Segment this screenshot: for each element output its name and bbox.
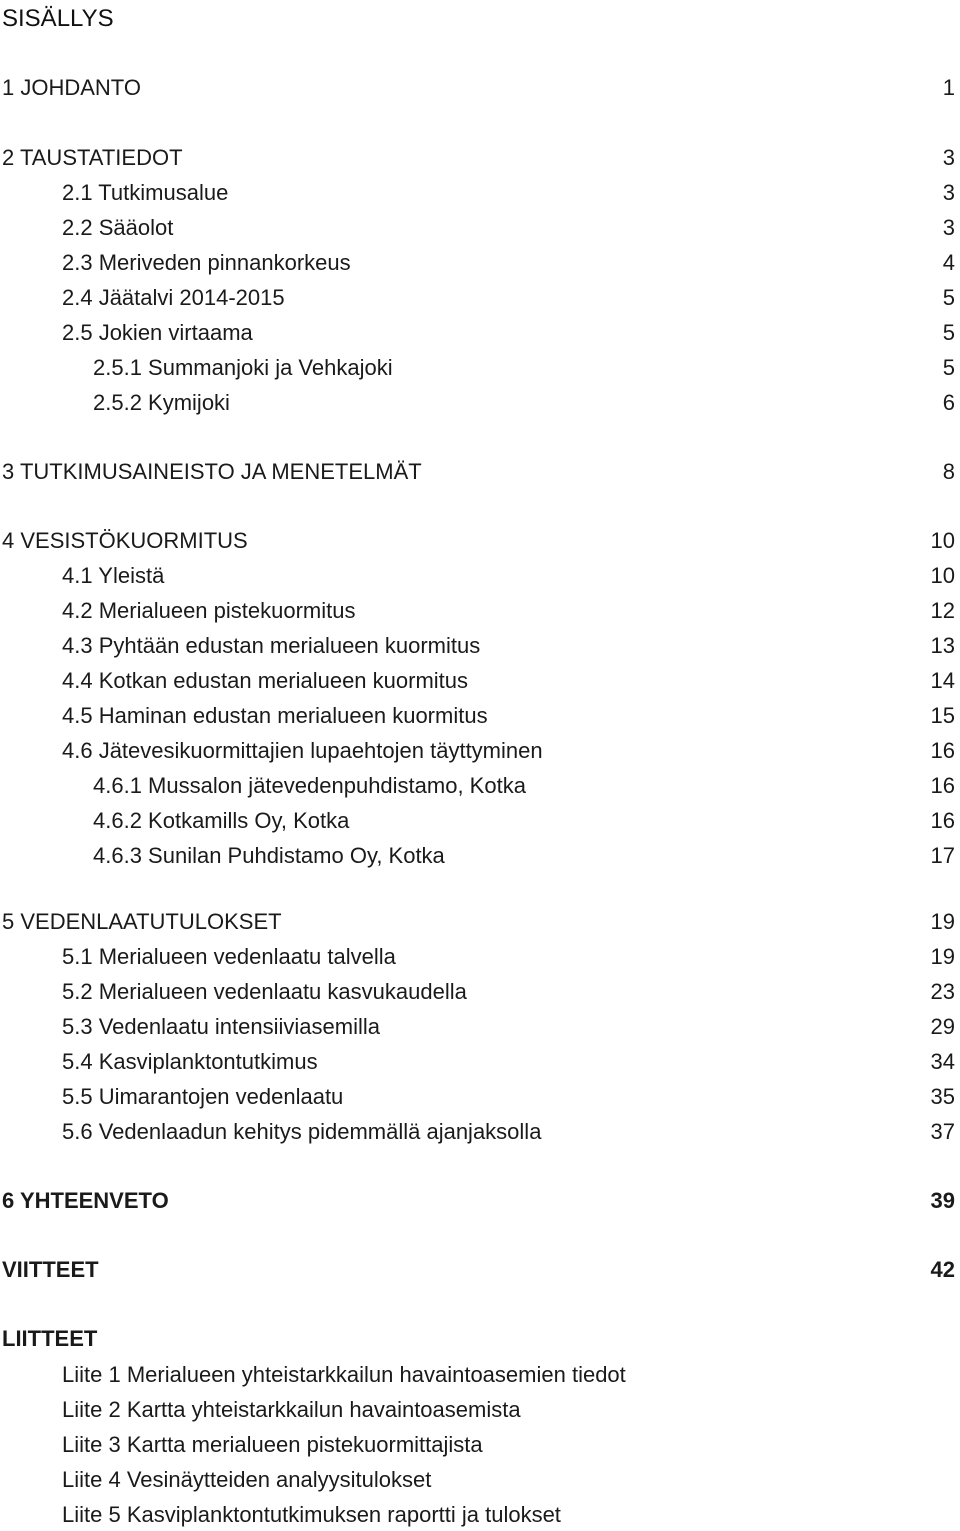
toc-entry-label: 5.4 Kasviplanktontutkimus — [62, 1049, 318, 1074]
toc-entry-label: 5.1 Merialueen vedenlaatu talvella — [62, 944, 396, 969]
toc-entry-page: 10 — [930, 563, 955, 588]
toc-entry-page: 5 — [942, 355, 955, 380]
toc-entry-page: 6 — [942, 390, 955, 415]
toc-entry-label: 4.6.3 Sunilan Puhdistamo Oy, Kotka — [93, 843, 445, 868]
toc-entry[interactable] — [0, 941, 955, 973]
toc-entry-label: LIITTEET — [2, 1326, 98, 1351]
toc-entry[interactable] — [0, 525, 955, 557]
toc-entry-label: VIITTEET — [2, 1257, 99, 1282]
toc-entry[interactable] — [0, 317, 955, 349]
toc-entry-label: 2.5.2 Kymijoki — [93, 390, 230, 415]
toc-entry-label: 5.3 Vedenlaatu intensiiviasemilla — [62, 1014, 380, 1039]
toc-entry-label: 2.5.1 Summanjoki ja Vehkajoki — [93, 355, 393, 380]
toc-entry-label: 6 YHTEENVETO — [2, 1188, 169, 1213]
toc-entry-page: 5 — [942, 285, 955, 310]
toc-entry-label: 4.6.2 Kotkamills Oy, Kotka — [93, 808, 350, 833]
toc-entry[interactable] — [0, 1323, 955, 1355]
toc-entry-page: 8 — [942, 459, 955, 484]
toc-entry-label: 2.2 Sääolot — [62, 215, 174, 240]
toc-entry-label: 5.5 Uimarantojen vedenlaatu — [62, 1084, 344, 1109]
toc-entry-label: Liite 5 Kasviplanktontutkimuksen raportti ja tulokset — [62, 1502, 561, 1527]
toc-entry-label: 2.5 Jokien virtaama — [62, 320, 253, 345]
toc-entry-page: 1 — [942, 75, 955, 100]
toc-entry[interactable] — [0, 1394, 955, 1426]
toc-entry-label: 2.3 Meriveden pinnankorkeus — [62, 250, 351, 275]
toc-entry-label: 4.4 Kotkan edustan merialueen kuormitus — [62, 668, 469, 693]
toc-entry[interactable] — [0, 212, 955, 244]
toc-entry[interactable] — [0, 177, 955, 209]
toc-entry-page: 3 — [942, 215, 955, 240]
toc-entry-label: 4.6 Jätevesikuormittajien lupaehtojen täyttyminen — [62, 738, 543, 763]
toc-entry[interactable] — [0, 560, 955, 592]
toc-entry-page: 5 — [942, 320, 955, 345]
toc-entry[interactable] — [0, 72, 955, 104]
toc-entry-label: Liite 2 Kartta yhteistarkkailun havaintoasemista — [62, 1397, 521, 1422]
toc-entry[interactable] — [0, 630, 955, 662]
toc-entry-page: 34 — [930, 1049, 955, 1074]
toc-entry[interactable] — [0, 906, 955, 938]
toc-entry[interactable] — [0, 770, 955, 802]
toc-entry-page: 23 — [930, 979, 955, 1004]
toc-entry[interactable] — [0, 976, 955, 1008]
toc-entry[interactable] — [0, 1359, 955, 1391]
toc-entry-page: 13 — [930, 633, 955, 658]
toc-entry[interactable] — [0, 1254, 955, 1286]
toc-entry[interactable] — [0, 247, 955, 279]
toc-entry[interactable] — [0, 352, 955, 384]
toc-entry[interactable] — [0, 665, 955, 697]
toc-entry-page: 16 — [930, 738, 955, 763]
toc-entry[interactable] — [0, 1046, 955, 1078]
toc-entry-label: 5.6 Vedenlaadun kehitys pidemmällä ajanjaksolla — [62, 1119, 542, 1144]
toc-entry-page: 19 — [930, 909, 955, 934]
toc-entry-label: 4.5 Haminan edustan merialueen kuormitus — [62, 703, 488, 728]
toc-entry[interactable] — [0, 282, 955, 314]
toc-entry-page: 3 — [942, 180, 955, 205]
toc-entry[interactable] — [0, 840, 955, 872]
toc-entry[interactable] — [0, 1116, 955, 1148]
toc-entry[interactable] — [0, 700, 955, 732]
toc-entry-page: 3 — [942, 145, 955, 170]
toc-entry-page: 42 — [930, 1257, 955, 1282]
toc-entry-label: Liite 1 Merialueen yhteistarkkailun havaintoasemien tiedot — [62, 1362, 626, 1387]
toc-entry-page: 16 — [930, 808, 955, 833]
toc-entry-label: 4 VESISTÖKUORMITUS — [2, 528, 248, 553]
toc-entry-label: 4.2 Merialueen pistekuormitus — [62, 598, 356, 623]
toc-entry[interactable] — [0, 735, 955, 767]
toc-entry-label: 5 VEDENLAATUTULOKSET — [2, 909, 282, 934]
toc-entry[interactable] — [0, 595, 955, 627]
toc-entry-label: 4.1 Yleistä — [62, 563, 165, 588]
toc-entry-label: 1 JOHDANTO — [2, 75, 141, 100]
toc-entry-label: Liite 3 Kartta merialueen pistekuormittajista — [62, 1432, 483, 1457]
toc-entry-page: 15 — [930, 703, 955, 728]
toc-entry-page: 35 — [930, 1084, 955, 1109]
toc-entry-page: 29 — [930, 1014, 955, 1039]
toc-entry-page: 12 — [930, 598, 955, 623]
toc-entry-label: 4.6.1 Mussalon jätevedenpuhdistamo, Kotka — [93, 773, 526, 798]
page-title: SISÄLLYS — [2, 5, 114, 32]
toc-entry[interactable] — [0, 1011, 955, 1043]
toc-entry-label: 4.3 Pyhtään edustan merialueen kuormitus — [62, 633, 481, 658]
toc-entry-page: 14 — [930, 668, 955, 693]
toc-entry[interactable] — [0, 142, 955, 174]
toc-entry[interactable] — [0, 1499, 955, 1531]
toc-entry-page: 19 — [930, 944, 955, 969]
toc-entry-page: 10 — [930, 528, 955, 553]
toc-entry-label: 2.4 Jäätalvi 2014-2015 — [62, 285, 285, 310]
toc-entry-page: 39 — [930, 1188, 955, 1213]
toc-entry[interactable] — [0, 1081, 955, 1113]
toc-entry[interactable] — [0, 387, 955, 419]
toc-entry[interactable] — [0, 805, 955, 837]
toc-entry-label: Liite 4 Vesinäytteiden analyysitulokset — [62, 1467, 432, 1492]
toc-entry-label: 2 TAUSTATIEDOT — [2, 145, 183, 170]
toc-entry[interactable] — [0, 1185, 955, 1217]
toc-entry-page: 37 — [930, 1119, 955, 1144]
toc-entry-page: 4 — [942, 250, 955, 275]
toc-entry[interactable] — [0, 456, 955, 488]
toc-entry-label: 5.2 Merialueen vedenlaatu kasvukaudella — [62, 979, 467, 1004]
toc-entry[interactable] — [0, 1429, 955, 1461]
toc-entry-page: 17 — [930, 843, 955, 868]
toc-entry-label: 3 TUTKIMUSAINEISTO JA MENETELMÄT — [2, 459, 422, 484]
toc-entry-page: 16 — [930, 773, 955, 798]
toc-entry-label: 2.1 Tutkimusalue — [62, 180, 229, 205]
toc-entry[interactable] — [0, 1464, 955, 1496]
